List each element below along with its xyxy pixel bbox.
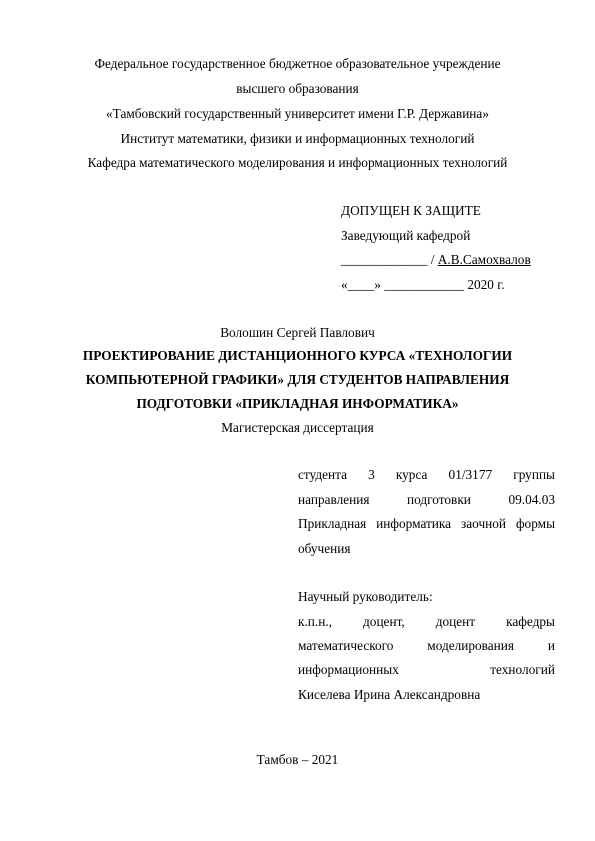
student-line-2: направления подготовки 09.04.03	[298, 492, 555, 507]
thesis-title-line-3: ПОДГОТОВКИ «ПРИКЛАДНАЯ ИНФОРМАТИКА»	[136, 396, 459, 411]
header-university-name: «Тамбовский государственный университет имени Г.Р. Державина»	[106, 106, 489, 121]
supervisor-line-1: к.п.н., доцент, доцент кафедры	[298, 614, 555, 629]
approval-title: ДОПУЩЕН К ЗАЩИТЕ	[341, 203, 481, 218]
header-institute: Институт математики, физики и информационных технологий	[120, 131, 475, 146]
header-department: Кафедра математического моделирования и информационных технологий	[87, 155, 508, 170]
student-line-1: студента 3 курса 01/3177 группы	[298, 467, 555, 482]
footer-city-year: Тамбов – 2021	[256, 752, 339, 767]
header-institution-line: Федеральное государственное бюджетное образовательное учреждение	[94, 56, 501, 71]
student-line-4: обучения	[298, 541, 351, 556]
department-head-name: А.В.Самохвалов	[437, 252, 531, 267]
supervisor-line-2: математического моделирования и	[298, 638, 555, 653]
approval-date-line: «____» ____________ 2020 г.	[341, 277, 505, 292]
work-type: Магистерская диссертация	[221, 420, 374, 435]
supervisor-name: Киселева Ирина Александровна	[298, 687, 481, 702]
signature-blank: _____________ /	[341, 252, 438, 267]
student-line-3: Прикладная информатика заочной формы	[298, 516, 555, 531]
approval-role: Заведующий кафедрой	[341, 228, 471, 243]
supervisor-line-3: информационных технологий	[298, 662, 555, 677]
approval-signature-line	[341, 252, 531, 268]
thesis-title-line-1: ПРОЕКТИРОВАНИЕ ДИСТАНЦИОННОГО КУРСА «ТЕХНОЛОГИИ	[82, 348, 513, 363]
header-education-level: высшего образования	[236, 81, 359, 96]
author-name: Волошин Сергей Павлович	[220, 325, 375, 340]
supervisor-heading: Научный руководитель:	[298, 589, 433, 604]
thesis-title-line-2: КОМПЬЮТЕРНОЙ ГРАФИКИ» ДЛЯ СТУДЕНТОВ НАПРАВЛЕНИЯ	[85, 372, 510, 387]
